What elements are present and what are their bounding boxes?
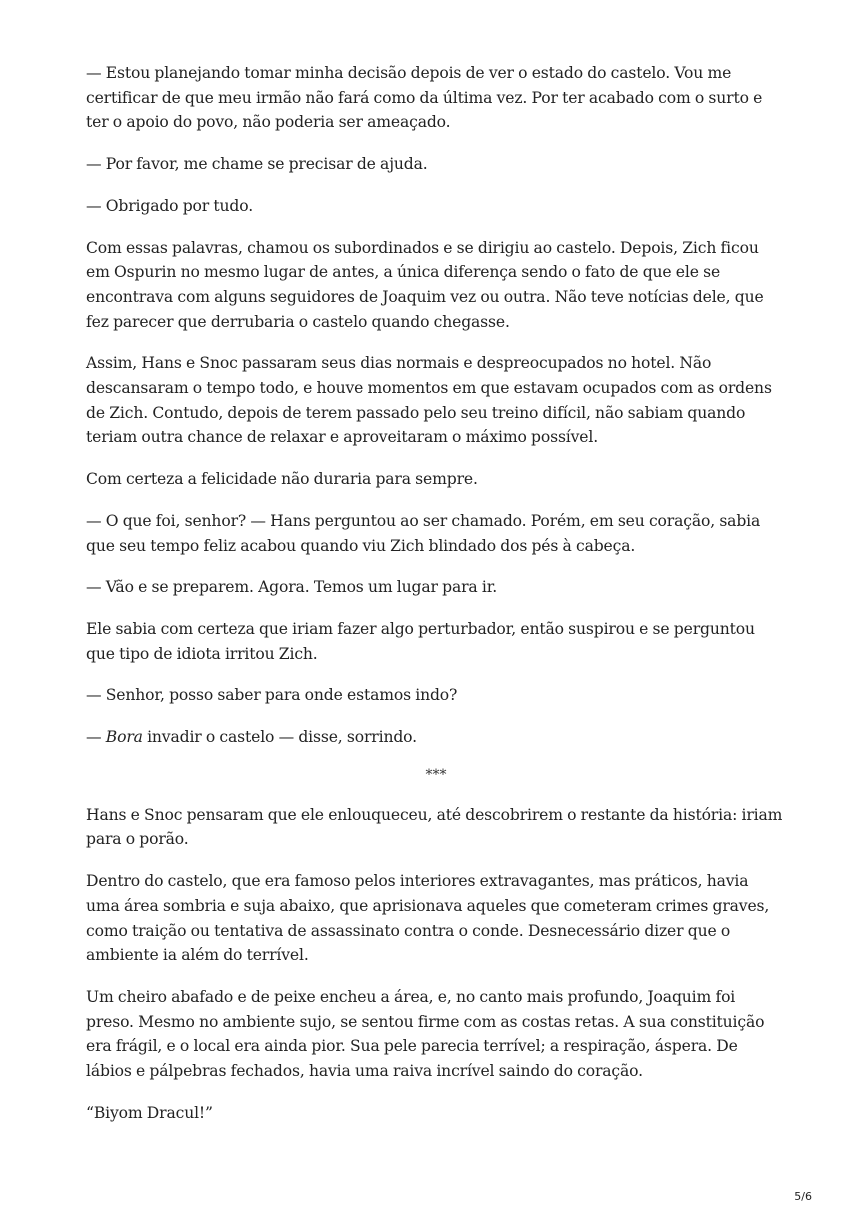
- dialogue-rest: invadir o castelo — disse, sorrindo.: [142, 728, 417, 747]
- paragraph: — Senhor, posso saber para onde estamos indo?: [86, 686, 458, 705]
- paragraph: — Vão e se preparem. Agora. Temos um lugar para ir.: [86, 578, 498, 597]
- paragraph: — Estou planejando tomar minha decisão depois de ver o estado do castelo. Vou me certificar de que meu irmão não fará como da última vez. Por ter acabado com o surto e ter o apoio do povo, não poderia ser ameaçado.: [86, 64, 763, 132]
- paragraph: Um cheiro abafado e de peixe encheu a área, e, no canto mais profundo, Joaquim foi preso. Mesmo no ambiente sujo, se sentou firme com as costas retas. A sua constituição era frágil, e o local era ainda pior. Sua pele parecia terrível; a respiração, áspera. De lábios e pálpebras fechados, havia uma raiva incrível saindo do coração.: [86, 987, 765, 1081]
- paragraph: Com certeza a felicidade não duraria para sempre.: [86, 470, 478, 489]
- paragraph: Assim, Hans e Snoc passaram seus dias normais e despreocupados no hotel. Não descansaram o tempo todo, e houve momentos em que estavam ocupados com as ordens de Zich. Contudo, depois de terem passado pelo seu treino difícil, não sabiam quando teriam outra chance de relaxar e aproveitaram o máximo possível.: [86, 354, 772, 447]
- paragraph: — O que foi, senhor? — Hans perguntou ao ser chamado. Porém, em seu coração, sabia que seu tempo feliz acabou quando viu Zich blindado dos pés à cabeça.: [86, 511, 761, 555]
- paragraph: — Por favor, me chame se precisar de ajuda.: [86, 155, 428, 174]
- dialogue-dash: —: [86, 728, 106, 747]
- paragraph-italic-dialogue: [86, 725, 786, 750]
- scene-separator: ***: [425, 766, 447, 783]
- paragraph: Com essas palavras, chamou os subordinados e se dirigiu ao castelo. Depois, Zich ficou em Ospurin no mesmo lugar de antes, a única diferença sendo o fato de que ele se encontrava com alguns seguidores de Joaquim vez ou outra. Não teve notícias dele, que fez parecer que derrubaria o castelo quando chegasse.: [86, 238, 764, 331]
- paragraph: Ele sabia com certeza que iriam fazer algo perturbador, então suspirou e se perguntou que tipo de idiota irritou Zich.: [86, 619, 755, 663]
- paragraph: — Obrigado por tudo.: [86, 196, 254, 215]
- page-number: 5/6: [794, 1190, 812, 1203]
- paragraph: “Biyom Dracul!”: [86, 1103, 213, 1122]
- paragraph: Hans e Snoc pensaram que ele enlouqueceu, até descobrirem o restante da história: iriam para o porão.: [86, 805, 783, 849]
- paragraph: Dentro do castelo, que era famoso pelos interiores extravagantes, mas práticos, havia uma área sombria e suja abaixo, que aprisionava aqueles que cometeram crimes graves, como traição ou tentativa de assassinato contra o conde. Desnecessário dizer que o ambiente ia além do terrível.: [86, 872, 770, 965]
- document-body: [86, 61, 786, 1143]
- italic-word: Bora: [105, 728, 143, 747]
